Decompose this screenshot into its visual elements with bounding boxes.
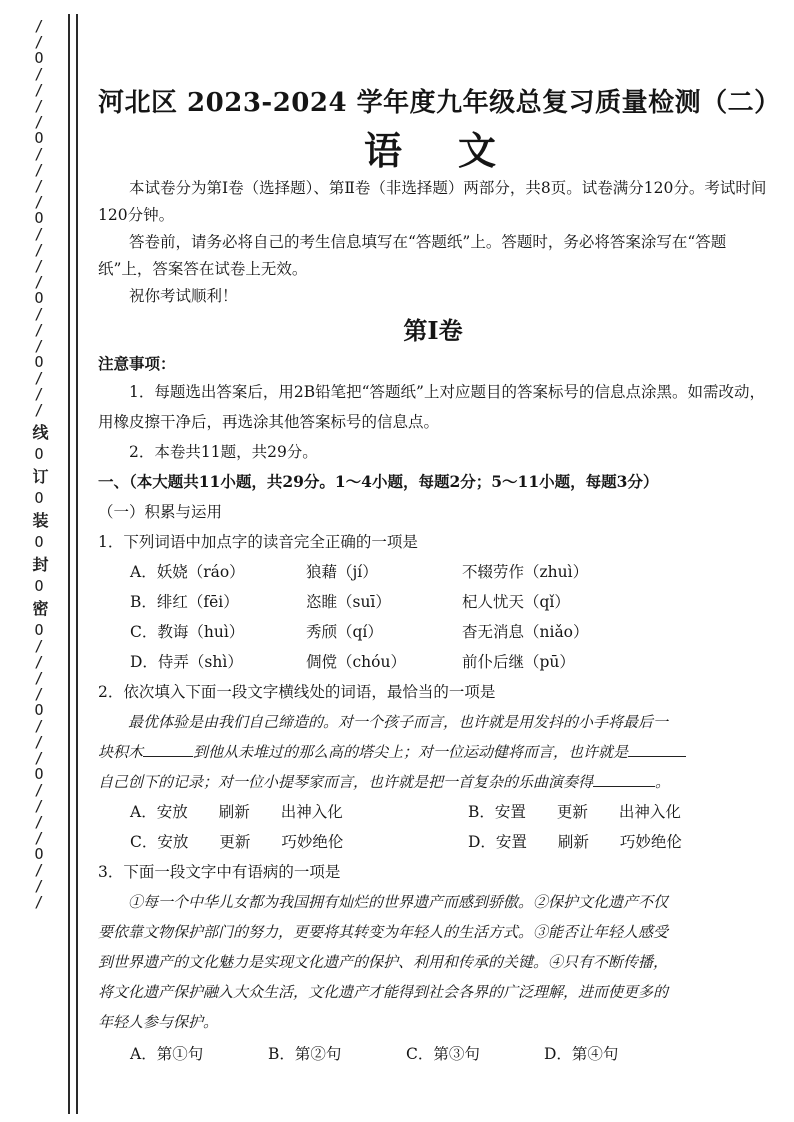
part-heading: 一、（本大题共11小题，共29分。1～4小题，每题2分；5～11小题，每题3分） xyxy=(98,472,659,491)
note-1: 1．每题选出答案后，用2B铅笔把“答题纸”上对应题目的答案标号的信息点涂黑。如需改动，用橡皮擦干净后，再选涂其他答案标号的信息点。 xyxy=(98,383,765,431)
q3-option-a: A．第①句 xyxy=(130,1045,204,1063)
q2-text: 块积木 xyxy=(98,743,144,761)
q1-c-word3: 杳无消息（niǎo） xyxy=(462,623,589,641)
binding-word-line: 线 xyxy=(30,424,49,440)
q1-option-row xyxy=(98,647,768,677)
q1-option-row xyxy=(98,617,768,647)
binding-word-seal: 封 xyxy=(30,556,49,572)
q1-c-word2: 秀颀（qí） xyxy=(306,623,383,641)
q1-a-word1: A．妖娆（ráo） xyxy=(130,563,245,581)
subject-title: 语文 xyxy=(363,128,552,173)
q1-d-word3: 前仆后继（pū） xyxy=(462,653,575,671)
q2-blank-1 xyxy=(143,740,193,757)
q1-option-row xyxy=(98,587,768,617)
q3-passage-line: 要依靠文物保护部门的努力，更要将其转变为年轻人的生活方式。③能否让年轻人感受 xyxy=(98,923,669,941)
intro-paragraph-3: 祝你考试顺利！ xyxy=(129,287,238,305)
q1-d-word1: D．侍弄（shì） xyxy=(130,653,243,671)
note-2: 2．本卷共11题，共29分。 xyxy=(129,443,318,461)
exam-title: 河北区 2023-2024 学年度九年级总复习质量检测（二） xyxy=(98,88,781,118)
binding-strip: / / O / / / / O / / / / O / / / / O / / / O / / / 线 O 订 O 装 O 封 O 密 O / / / / O / / / O / / / / O / / / xyxy=(30,17,49,911)
q1-option-row xyxy=(98,557,768,587)
q1-c-word1: C．教诲（huì） xyxy=(130,623,245,641)
binding-pattern: / / O / / / / O / / / / O / / / / O / / / O / / / xyxy=(34,17,44,419)
q1-b-word3: 杞人忧天（qǐ） xyxy=(462,593,570,611)
q1-d-word2: 倜傥（chóu） xyxy=(306,653,406,671)
binding-word-bind: 装 xyxy=(30,512,49,528)
intro-paragraph-2: 答卷前，请务必将自己的考生信息填写在“答题纸”上。答题时，务必将答案涂写在“答题纸”上，答案答在试卷上无效。 xyxy=(98,233,727,278)
q3-option-c: C．第③句 xyxy=(406,1045,480,1063)
q3-passage-line: 到世界遗产的文化魅力是实现文化遗产的保护、利用和传承的关键。④只有不断传播， xyxy=(98,953,669,971)
q1-b-word2: 恣睢（suī） xyxy=(306,593,391,611)
section-title: 第Ⅰ卷 xyxy=(403,316,463,345)
binding-line-right xyxy=(76,14,78,1114)
q2-passage-line xyxy=(98,767,768,797)
q2-passage-line: 最优体验是由我们自己缔造的。对一个孩子而言，也许就是用发抖的小手将最后一 xyxy=(128,713,669,731)
binding-word-order: 订 xyxy=(30,468,49,484)
q3-option-d: D．第④句 xyxy=(544,1045,619,1063)
q3-passage-line: ①每一个中华儿女都为我国拥有灿烂的世界遗产而感到骄傲。②保护文化遗产不仅 xyxy=(128,893,669,911)
exam-page xyxy=(98,82,781,1071)
q2-blank-3 xyxy=(593,770,655,787)
q2-text: 。 xyxy=(655,773,671,791)
q1-a-word2: 狼藉（jí） xyxy=(306,563,378,581)
subpart-heading: （一）积累与运用 xyxy=(98,503,223,521)
q2-blank-2 xyxy=(628,740,686,757)
q2-text: 自己创下的记录；对一位小提琴家而言，也许就是把一首复杂的乐曲演奏得 xyxy=(98,773,594,791)
q2-passage-line xyxy=(98,737,768,767)
q1-b-word1: B．绯红（fēi） xyxy=(130,593,239,611)
binding-word-secret: 密 xyxy=(30,600,49,616)
q3-passage-line: 将文化遗产保护融入大众生活，文化遗产才能得到社会各界的广泛理解，进而使更多的 xyxy=(98,983,669,1001)
binding-line-left xyxy=(68,14,70,1114)
q3-option-b: B．第②句 xyxy=(268,1045,342,1063)
intro-paragraph-1: 本试卷分为第Ⅰ卷（选择题）、第Ⅱ卷（非选择题）两部分，共8页。试卷满分120分。考试时间120分钟。 xyxy=(98,179,767,224)
q3-passage-line: 年轻人参与保护。 xyxy=(98,1013,219,1031)
q3-options-row xyxy=(98,1037,768,1071)
notes-heading: 注意事项： xyxy=(98,354,176,373)
q2-option-d: D．安置 刷新 巧妙绝伦 xyxy=(468,833,682,851)
q2-options-row xyxy=(98,797,768,827)
q2-option-a: A．安放 刷新 出神入化 xyxy=(130,803,343,821)
q2-option-b: B．安置 更新 出神入化 xyxy=(468,803,681,821)
q2-text: 到他从未堆过的那么高的塔尖上；对一位运动健将而言，也许就是 xyxy=(193,743,629,761)
q2-options-row xyxy=(98,827,768,857)
q2-option-c: C．安放 更新 巧妙绝伦 xyxy=(130,833,344,851)
q1-a-word3: 不辍劳作（zhuì） xyxy=(462,563,589,581)
q2-stem: 2．依次填入下面一段文字横线处的词语，最恰当的一项是 xyxy=(98,683,496,701)
q1-stem: 1．下列词语中加点字的读音完全正确的一项是 xyxy=(98,533,418,551)
q3-stem: 3．下面一段文字中有语病的一项是 xyxy=(98,863,341,881)
